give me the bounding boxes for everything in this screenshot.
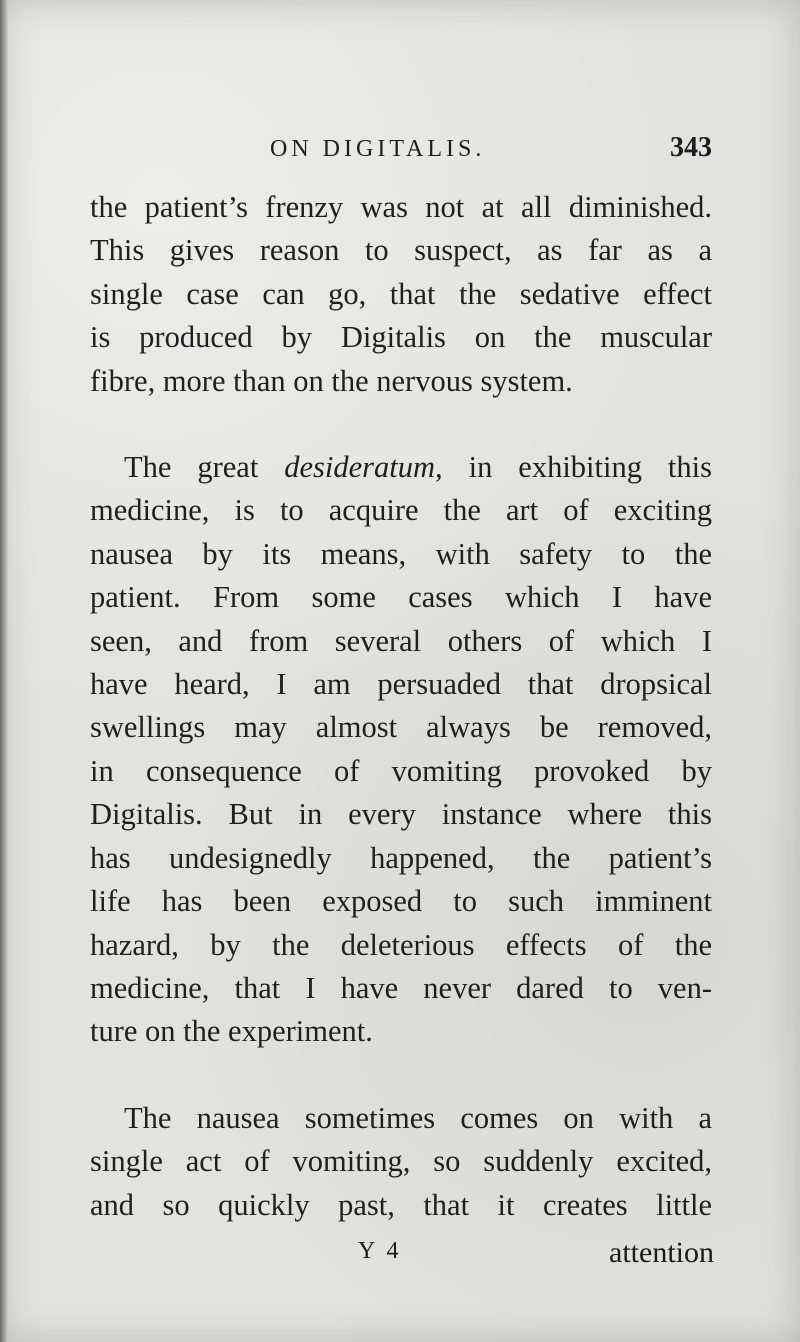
text-line: nausea by its means, with safety to the: [90, 536, 712, 571]
italic-term: desideratum,: [284, 450, 443, 485]
text-line: and so quickly past, that it creates little: [90, 1187, 712, 1222]
text-line: hazard, by the deleterious effects of the: [90, 927, 712, 962]
text-line: patient. From some cases which I have: [90, 580, 712, 615]
body-text: [90, 186, 712, 1227]
running-title: ON DIGITALIS.: [270, 136, 486, 162]
text-line: medicine, is to acquire the art of exciting: [90, 493, 712, 528]
text-line: medicine, that I have never dared to ven-: [90, 970, 712, 1005]
text-line: Digitalis. But in every instance where this: [90, 797, 712, 832]
paragraph-2: [90, 446, 712, 1054]
text-line: is produced by Digitalis on the muscular: [90, 320, 712, 355]
paragraph-1: [90, 186, 712, 403]
text-line: the patient’s frenzy was not at all diminished.: [90, 190, 712, 224]
text-line: single case can go, that the sedative effect: [90, 276, 712, 311]
text-line: [90, 446, 712, 489]
signature-mark: Y 4: [358, 1238, 402, 1264]
page-footer: [90, 1236, 712, 1276]
page-header: [90, 132, 712, 172]
paragraph-spacer: [90, 1054, 712, 1097]
catchword: attention: [609, 1236, 714, 1269]
text-line: single act of vomiting, so suddenly excited,: [90, 1144, 712, 1179]
text-run: The great: [124, 450, 285, 485]
text-line: fibre, more than on the nervous system.: [90, 363, 573, 398]
paragraph-spacer: [90, 403, 712, 446]
text-line: ture on the experiment.: [90, 1014, 373, 1049]
text-line: seen, and from several others of which I: [90, 623, 712, 658]
text-run: in exhibiting this: [442, 450, 712, 485]
text-line: The nausea sometimes comes on with a: [124, 1100, 712, 1135]
text-line: life has been exposed to such imminent: [90, 884, 712, 919]
text-line: swellings may almost always be removed,: [90, 710, 712, 745]
text-line: This gives reason to suspect, as far as a: [90, 233, 712, 268]
text-line: has undesignedly happened, the patient’s: [90, 840, 712, 875]
text-line: have heard, I am persuaded that dropsical: [90, 667, 712, 702]
page-number: 343: [670, 132, 712, 163]
page-edge-shadow: [0, 0, 8, 1342]
paragraph-3: [90, 1097, 712, 1227]
text-line: in consequence of vomiting provoked by: [90, 753, 712, 788]
